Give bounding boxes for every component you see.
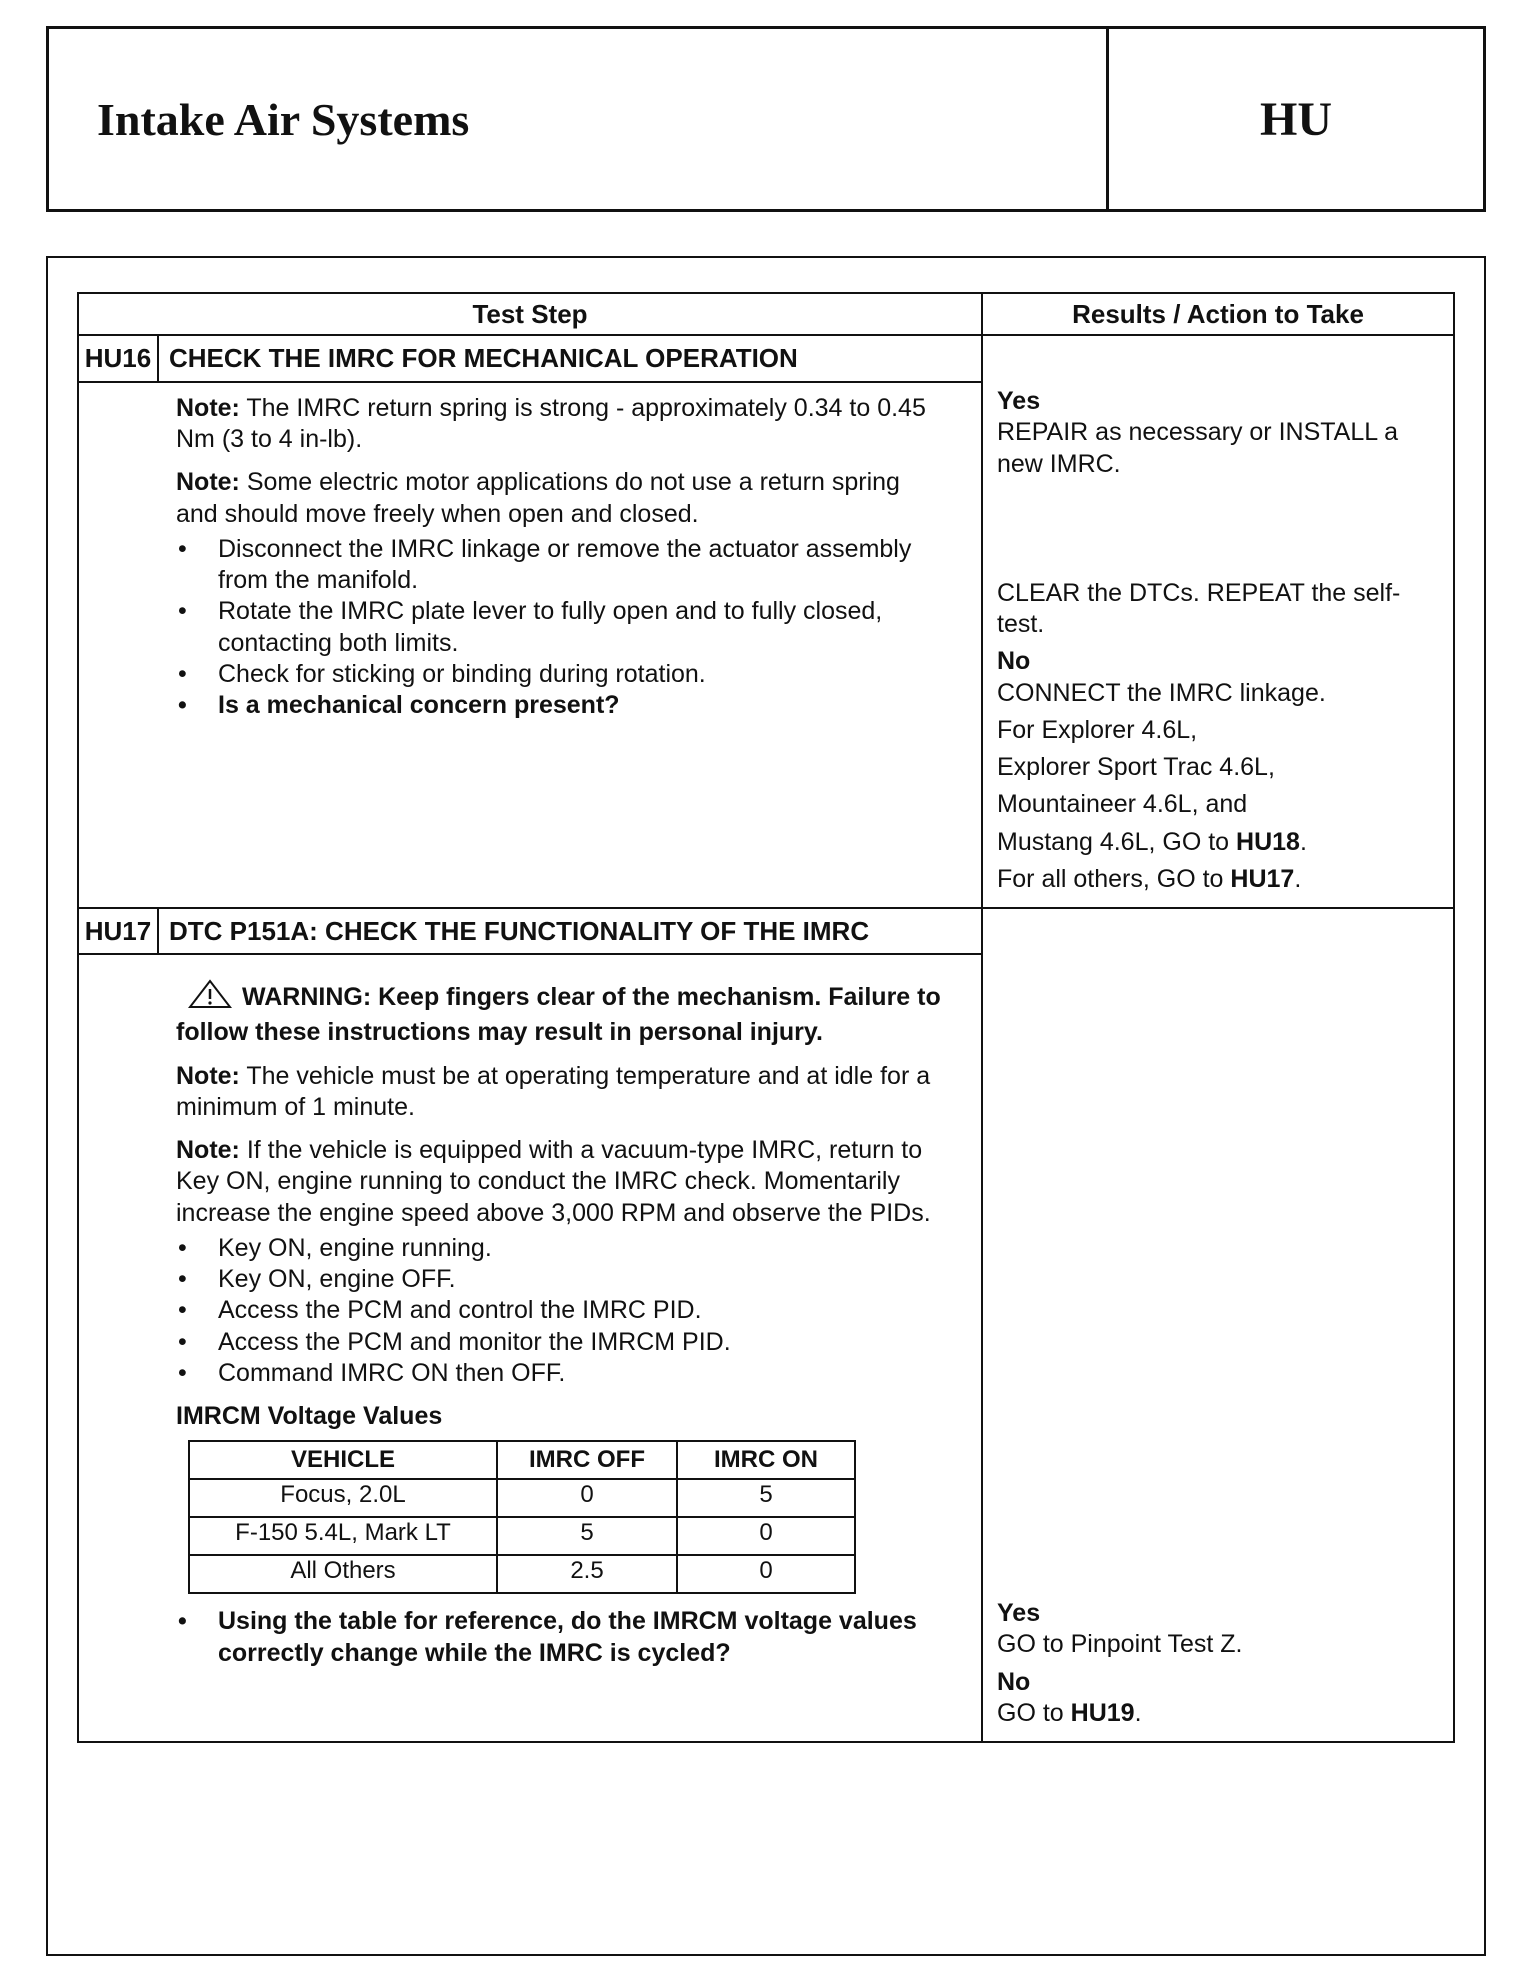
voltage-table-header	[189, 1441, 855, 1479]
goto-step-link[interactable]: HU19	[1070, 1698, 1135, 1727]
warning-triangle-icon	[188, 979, 232, 1017]
page-header	[46, 26, 1486, 212]
goto-line	[997, 827, 1441, 858]
diagnostic-table	[77, 292, 1455, 1743]
vehicle-cell: Focus, 2.0L	[189, 1479, 497, 1517]
bullet-item: • Access the PCM and control the IMRC PID.	[176, 1295, 941, 1326]
step-title-row	[78, 908, 1454, 954]
section-code: HU	[1260, 92, 1332, 146]
no-action: CONNECT the IMRC linkage.	[997, 678, 1326, 707]
bullet-item: • Disconnect the IMRC linkage or remove the actuator assembly from the manifold.	[176, 534, 941, 597]
no-action: Mountaineer 4.6L, and	[997, 790, 1248, 819]
bullet-item: • Check for sticking or binding during rotation.	[176, 659, 941, 690]
note-label: Note:	[176, 1061, 240, 1090]
table-row	[189, 1479, 855, 1517]
goto-prefix: GO to	[997, 1698, 1071, 1727]
note-text: If the vehicle is equipped with a vacuum-type IMRC, return to Key ON, engine running to conduct the IMRC check. Momentarily increase the engine speed above 3,000 RPM and observe the PIDs.	[176, 1136, 931, 1227]
voltage-table	[188, 1440, 856, 1594]
step-body-hu16	[78, 382, 982, 908]
period: .	[1134, 1698, 1142, 1727]
imrc-off-cell: 0	[497, 1479, 677, 1517]
results-cell-hu16	[982, 335, 1454, 908]
imrc-on-cell: 0	[677, 1555, 855, 1593]
step-bullet-list	[176, 1606, 941, 1669]
step-id: HU16	[78, 335, 158, 382]
period: .	[1299, 827, 1307, 856]
step-question: • Is a mechanical concern present?	[176, 690, 941, 721]
bullet-item: • Rotate the IMRC plate lever to fully open and to fully closed, contacting both limits.	[176, 596, 941, 659]
no-action: For Explorer 4.6L,	[997, 715, 1198, 744]
warning-message: WARNING: Keep fingers clear of the mechanism. Failure to follow these instructions may result in personal injury.	[176, 983, 941, 1047]
period: .	[1294, 864, 1302, 893]
step-id: HU17	[78, 908, 158, 954]
step-title-row	[78, 335, 1454, 382]
goto-prefix: For all others, GO to	[997, 864, 1231, 893]
note	[176, 393, 941, 456]
bullet-item: • Key ON, engine OFF.	[176, 1264, 941, 1295]
yes-label: Yes	[997, 1599, 1041, 1627]
imrc-off-cell: 2.5	[497, 1555, 677, 1593]
table-row	[189, 1555, 855, 1593]
vehicle-cell: F-150 5.4L, Mark LT	[189, 1517, 497, 1555]
yes-action-followup: CLEAR the DTCs. REPEAT the self-test.	[997, 578, 1401, 638]
step-title: CHECK THE IMRC FOR MECHANICAL OPERATION	[158, 335, 982, 382]
column-header: VEHICLE	[189, 1441, 497, 1479]
imrc-on-cell: 5	[677, 1479, 855, 1517]
results-header: Results / Action to Take	[982, 293, 1454, 335]
results-cell-hu17	[982, 908, 1454, 1742]
goto-step-link[interactable]: HU18	[1236, 827, 1300, 856]
note	[176, 1135, 941, 1229]
step-title: DTC P151A: CHECK THE FUNCTIONALITY OF THE IMRC	[158, 908, 982, 954]
no-label: No	[997, 647, 1031, 676]
table-row	[189, 1517, 855, 1555]
note-text: Some electric motor applications do not use a return spring and should move freely when open and closed.	[176, 468, 900, 528]
note-label: Note:	[176, 1136, 240, 1164]
test-step-header: Test Step	[78, 293, 982, 335]
voltage-table-caption: IMRCM Voltage Values	[176, 1402, 443, 1430]
no-label: No	[997, 1667, 1031, 1696]
table-header-row	[78, 293, 1454, 335]
bullet-item: • Key ON, engine running.	[176, 1233, 941, 1264]
yes-action: REPAIR as necessary or INSTALL a new IMRC.	[997, 418, 1399, 478]
goto-line	[997, 864, 1441, 895]
note	[176, 467, 941, 530]
step-bullet-list	[176, 534, 941, 722]
note	[176, 1061, 941, 1124]
imrc-off-cell: 5	[497, 1517, 677, 1555]
note-text: The vehicle must be at operating temperature and at idle for a minimum of 1 minute.	[176, 1061, 931, 1121]
column-header: IMRC ON	[677, 1441, 855, 1479]
header-title-cell	[49, 29, 1109, 209]
yes-action: GO to Pinpoint Test Z.	[997, 1630, 1243, 1659]
warning-text	[176, 979, 941, 1049]
no-action: Explorer Sport Trac 4.6L,	[997, 753, 1275, 781]
bullet-item: • Command IMRC ON then OFF.	[176, 1358, 941, 1389]
page-title: Intake Air Systems	[97, 93, 470, 145]
vehicle-cell: All Others	[189, 1555, 497, 1593]
goto-prefix: Mustang 4.6L, GO to	[997, 827, 1237, 856]
note-label: Note:	[176, 393, 240, 422]
imrc-on-cell: 0	[677, 1517, 855, 1555]
goto-line	[997, 1698, 1441, 1729]
step-body-hu17	[78, 954, 982, 1742]
step-question: • Using the table for reference, do the IMRCM voltage values correctly change while the IMRC is cycled?	[176, 1606, 941, 1669]
note-text: The IMRC return spring is strong - approximately 0.34 to 0.45 Nm (3 to 4 in-lb).	[176, 393, 926, 454]
step-bullet-list	[176, 1233, 941, 1389]
goto-step-link[interactable]: HU17	[1230, 864, 1295, 893]
bullet-item: • Access the PCM and monitor the IMRCM PID.	[176, 1327, 941, 1358]
yes-label: Yes	[997, 387, 1041, 415]
note-label: Note:	[176, 468, 240, 497]
header-code-cell	[1109, 29, 1483, 209]
column-header: IMRC OFF	[497, 1441, 677, 1479]
